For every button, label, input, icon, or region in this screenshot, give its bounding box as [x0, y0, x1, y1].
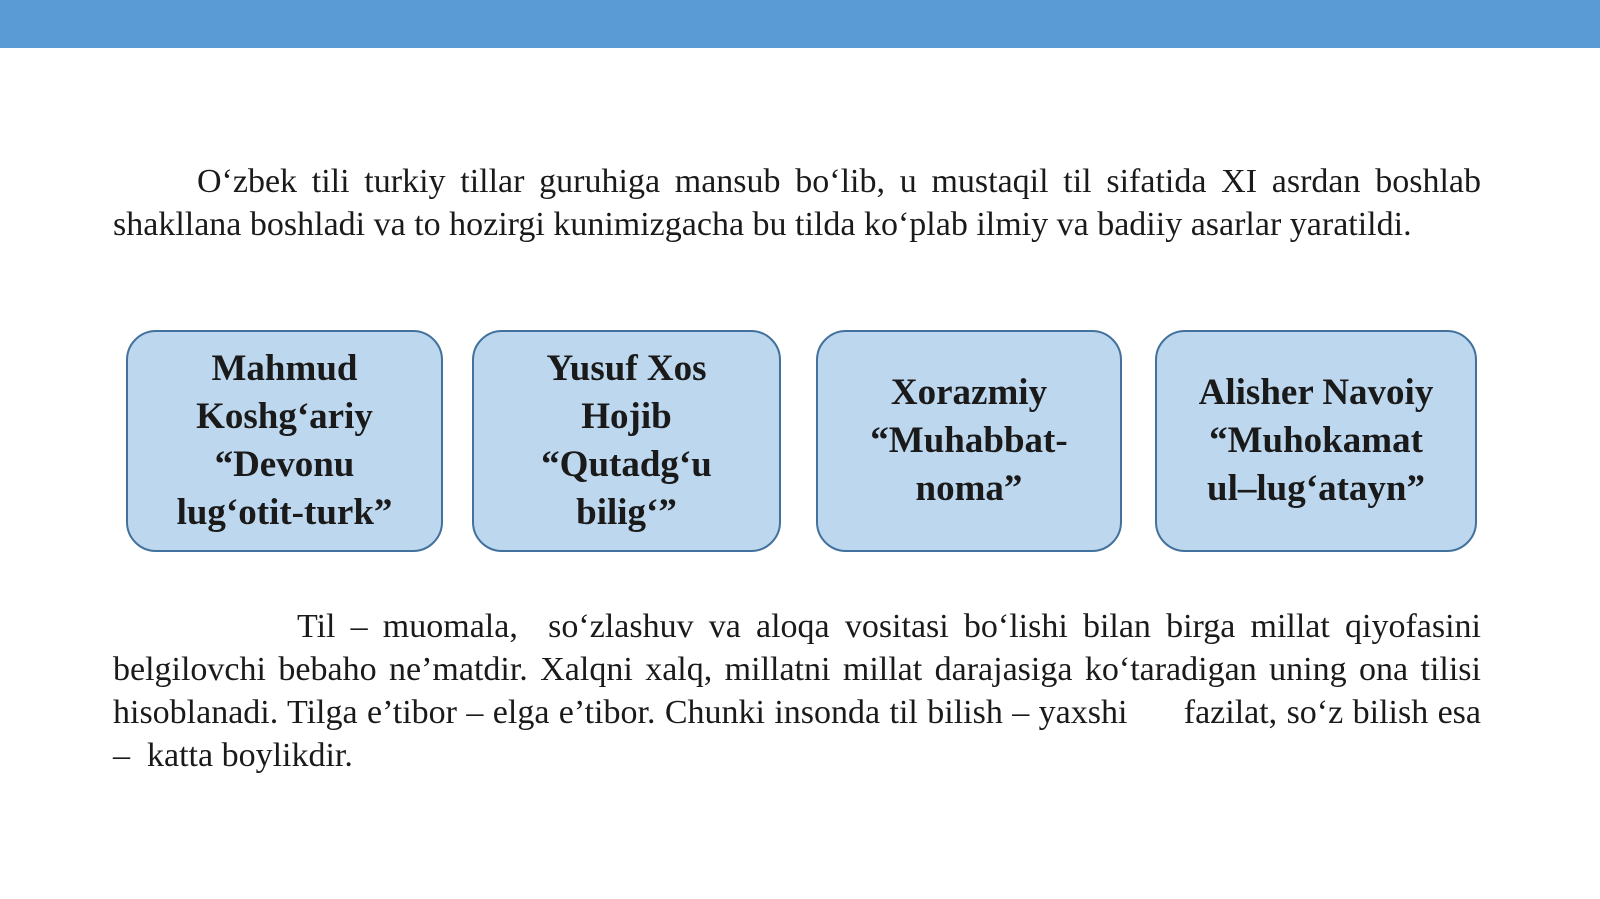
header-band: [0, 0, 1600, 48]
closing-paragraph: Til – muomala, so‘zlashuv va aloqa vositasi bo‘lishi bilan birga millat qiyofasini belgilovchi bebaho ne’matdir. Xalqni xalq, millatni millat darajasiga ko‘taradigan uning ona tilisi hisoblanadi. Tilga e’tibor – elga e’tibor. Chunki insonda til bilish – yaxshi fazilat, so‘z bilish esa – katta boylikdir.: [113, 608, 1490, 774]
author-card-mahmud-koshgariy: [126, 330, 443, 552]
author-card-xorazmiy: [816, 330, 1122, 552]
author-card-text: Yusuf Xos Hojib “Qutadg‘u bilig‘”: [541, 348, 712, 533]
author-card-yusuf-xos-hojib: [472, 330, 781, 552]
author-card-text: Xorazmiy “Muhabbat- noma”: [870, 372, 1068, 509]
intro-paragraph: O‘zbek tili turkiy tillar guruhiga mansub bo‘lib, u mustaqil til sifatida XI asrdan boshlab shakllana boshladi va to hozirgi kunimizgacha bu tilda ko‘plab ilmiy va badiiy asarlar yaratildi.: [113, 163, 1481, 243]
author-card-text: Mahmud Koshg‘ariy “Devonu lug‘otit-turk”: [176, 348, 393, 533]
author-card-text: Alisher Navoiy “Muhokamat ul–lug‘atayn”: [1198, 372, 1434, 509]
author-card-alisher-navoiy: [1155, 330, 1477, 552]
